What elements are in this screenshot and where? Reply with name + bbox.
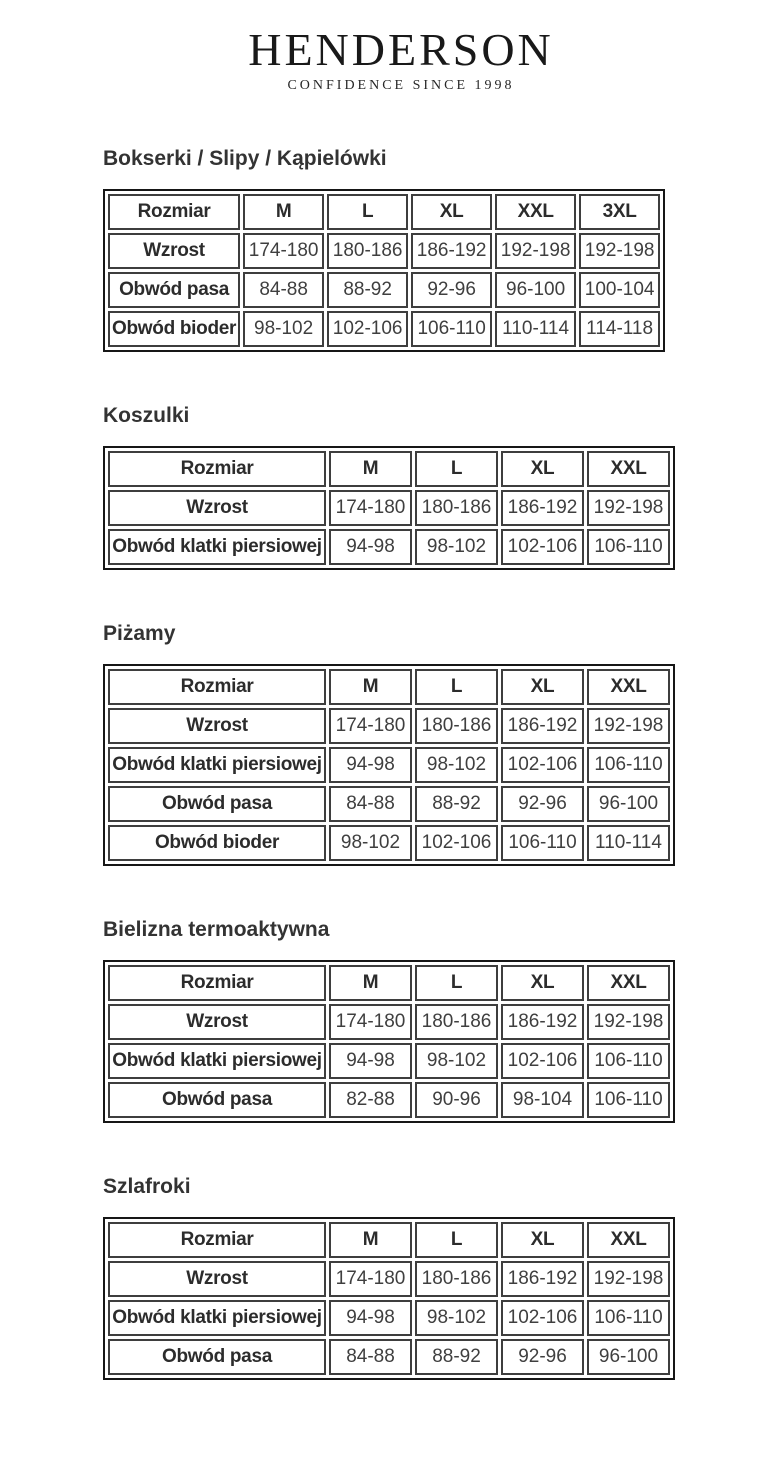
value-cell: 98-102 <box>329 825 412 861</box>
value-cell: 174-180 <box>329 708 412 744</box>
size-section <box>103 1175 762 1380</box>
value-cell: 180-186 <box>327 233 408 269</box>
table-row <box>108 1261 670 1297</box>
size-header-cell: L <box>327 194 408 230</box>
size-header-cell: XXL <box>587 669 670 705</box>
value-cell: 192-198 <box>587 490 670 526</box>
value-cell: 84-88 <box>329 786 412 822</box>
size-table <box>103 446 675 570</box>
size-header-cell: L <box>415 451 498 487</box>
value-cell: 88-92 <box>327 272 408 308</box>
value-cell: 94-98 <box>329 1043 412 1079</box>
value-cell: 180-186 <box>415 708 498 744</box>
value-cell: 96-100 <box>495 272 576 308</box>
size-header-cell: M <box>329 669 412 705</box>
table-row <box>108 1300 670 1336</box>
table-row <box>108 490 670 526</box>
size-header-cell: XXL <box>587 451 670 487</box>
size-header-cell: M <box>243 194 324 230</box>
value-cell: 84-88 <box>243 272 324 308</box>
value-cell: 98-102 <box>415 747 498 783</box>
value-cell: 90-96 <box>415 1082 498 1118</box>
size-section <box>103 147 762 352</box>
value-cell: 192-198 <box>495 233 576 269</box>
size-header-cell: XL <box>411 194 492 230</box>
brand-tagline: CONFIDENCE SINCE 1998 <box>287 78 515 93</box>
value-cell: 106-110 <box>501 825 584 861</box>
value-cell: 106-110 <box>587 747 670 783</box>
row-label-cell: Obwód pasa <box>108 1339 326 1375</box>
brand-logo <box>0 0 762 95</box>
table-corner-cell: Rozmiar <box>108 965 326 1001</box>
value-cell: 102-106 <box>327 311 408 347</box>
table-header-row <box>108 669 670 705</box>
row-label-cell: Wzrost <box>108 490 326 526</box>
value-cell: 94-98 <box>329 1300 412 1336</box>
value-cell: 92-96 <box>501 1339 584 1375</box>
value-cell: 82-88 <box>329 1082 412 1118</box>
value-cell: 192-198 <box>587 1004 670 1040</box>
row-label-cell: Obwód pasa <box>108 1082 326 1118</box>
size-header-cell: XXL <box>587 1222 670 1258</box>
value-cell: 186-192 <box>501 708 584 744</box>
size-header-cell: XL <box>501 669 584 705</box>
table-row <box>108 233 660 269</box>
row-label-cell: Obwód bioder <box>108 825 326 861</box>
value-cell: 106-110 <box>587 1043 670 1079</box>
value-cell: 102-106 <box>501 529 584 565</box>
section-title: Bielizna termoaktywna <box>103 918 330 941</box>
value-cell: 192-198 <box>587 1261 670 1297</box>
value-cell: 186-192 <box>501 1004 584 1040</box>
value-cell: 114-118 <box>579 311 660 347</box>
value-cell: 106-110 <box>411 311 492 347</box>
table-row <box>108 825 670 861</box>
table-row <box>108 529 670 565</box>
row-label-cell: Obwód pasa <box>108 786 326 822</box>
size-table <box>103 189 665 352</box>
size-section <box>103 918 762 1123</box>
table-row <box>108 1339 670 1375</box>
row-label-cell: Obwód klatki piersiowej <box>108 1043 326 1079</box>
size-header-cell: XL <box>501 1222 584 1258</box>
section-title: Bokserki / Slipy / Kąpielówki <box>103 147 387 170</box>
size-table <box>103 664 675 866</box>
value-cell: 110-114 <box>587 825 670 861</box>
value-cell: 180-186 <box>415 490 498 526</box>
value-cell: 96-100 <box>587 1339 670 1375</box>
value-cell: 106-110 <box>587 1300 670 1336</box>
size-section <box>103 404 762 570</box>
value-cell: 84-88 <box>329 1339 412 1375</box>
row-label-cell: Obwód klatki piersiowej <box>108 1300 326 1336</box>
value-cell: 192-198 <box>579 233 660 269</box>
size-header-cell: XL <box>501 965 584 1001</box>
row-label-cell: Wzrost <box>108 708 326 744</box>
value-cell: 98-102 <box>243 311 324 347</box>
row-label-cell: Obwód klatki piersiowej <box>108 747 326 783</box>
row-label-cell: Obwód pasa <box>108 272 240 308</box>
table-corner-cell: Rozmiar <box>108 451 326 487</box>
value-cell: 106-110 <box>587 529 670 565</box>
table-header-row <box>108 451 670 487</box>
value-cell: 98-102 <box>415 1300 498 1336</box>
table-row <box>108 747 670 783</box>
value-cell: 174-180 <box>329 1004 412 1040</box>
size-header-cell: L <box>415 965 498 1001</box>
value-cell: 88-92 <box>415 1339 498 1375</box>
table-row <box>108 786 670 822</box>
section-title: Szlafroki <box>103 1175 191 1198</box>
size-header-cell: 3XL <box>579 194 660 230</box>
value-cell: 102-106 <box>501 1043 584 1079</box>
value-cell: 180-186 <box>415 1004 498 1040</box>
brand-name: HENDERSON <box>248 24 554 75</box>
value-cell: 106-110 <box>587 1082 670 1118</box>
table-row <box>108 311 660 347</box>
value-cell: 100-104 <box>579 272 660 308</box>
value-cell: 94-98 <box>329 529 412 565</box>
size-header-cell: M <box>329 965 412 1001</box>
table-row <box>108 1082 670 1118</box>
table-header-row <box>108 965 670 1001</box>
row-label-cell: Wzrost <box>108 1004 326 1040</box>
value-cell: 186-192 <box>501 490 584 526</box>
value-cell: 186-192 <box>501 1261 584 1297</box>
size-header-cell: L <box>415 1222 498 1258</box>
row-label-cell: Obwód bioder <box>108 311 240 347</box>
value-cell: 174-180 <box>329 490 412 526</box>
value-cell: 186-192 <box>411 233 492 269</box>
value-cell: 102-106 <box>501 1300 584 1336</box>
size-section <box>103 622 762 866</box>
row-label-cell: Wzrost <box>108 233 240 269</box>
size-header-cell: XL <box>501 451 584 487</box>
table-row <box>108 1004 670 1040</box>
row-label-cell: Wzrost <box>108 1261 326 1297</box>
section-title: Koszulki <box>103 404 190 427</box>
value-cell: 96-100 <box>587 786 670 822</box>
size-header-cell: XXL <box>495 194 576 230</box>
value-cell: 98-102 <box>415 529 498 565</box>
size-header-cell: M <box>329 451 412 487</box>
value-cell: 180-186 <box>415 1261 498 1297</box>
table-header-row <box>108 194 660 230</box>
value-cell: 192-198 <box>587 708 670 744</box>
value-cell: 174-180 <box>243 233 324 269</box>
section-title: Piżamy <box>103 622 176 645</box>
table-row <box>108 272 660 308</box>
value-cell: 98-102 <box>415 1043 498 1079</box>
value-cell: 88-92 <box>415 786 498 822</box>
value-cell: 102-106 <box>415 825 498 861</box>
table-row <box>108 708 670 744</box>
size-header-cell: XXL <box>587 965 670 1001</box>
value-cell: 110-114 <box>495 311 576 347</box>
value-cell: 92-96 <box>501 786 584 822</box>
value-cell: 102-106 <box>501 747 584 783</box>
size-header-cell: M <box>329 1222 412 1258</box>
table-corner-cell: Rozmiar <box>108 194 240 230</box>
size-table <box>103 960 675 1123</box>
size-chart-content <box>103 147 762 1460</box>
table-corner-cell: Rozmiar <box>108 1222 326 1258</box>
value-cell: 174-180 <box>329 1261 412 1297</box>
value-cell: 98-104 <box>501 1082 584 1118</box>
table-corner-cell: Rozmiar <box>108 669 326 705</box>
table-header-row <box>108 1222 670 1258</box>
size-table <box>103 1217 675 1380</box>
value-cell: 92-96 <box>411 272 492 308</box>
size-header-cell: L <box>415 669 498 705</box>
row-label-cell: Obwód klatki piersiowej <box>108 529 326 565</box>
value-cell: 94-98 <box>329 747 412 783</box>
table-row <box>108 1043 670 1079</box>
